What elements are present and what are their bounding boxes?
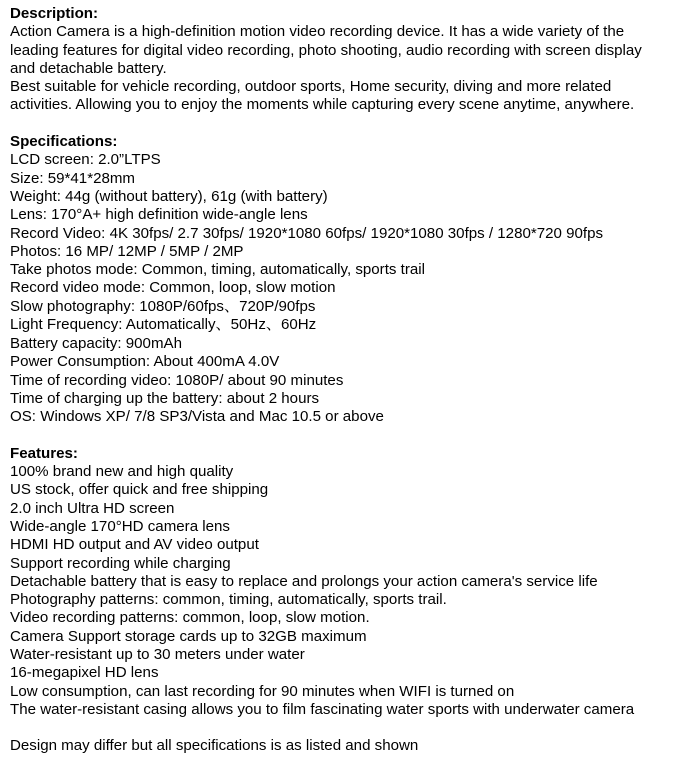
spec-line: Slow photography: 1080P/60fps、720P/90fps (10, 297, 316, 315)
feature-line: Support recording while charging (10, 554, 231, 572)
feature-line: The water-resistant casing allows you to film fascinating water sports with underwater camera (10, 700, 635, 718)
feature-line: 2.0 inch Ultra HD screen (10, 499, 175, 517)
feature-line: Video recording patterns: common, loop, slow motion. (10, 609, 370, 627)
description-line: leading features for digital video recording, photo shooting, audio recording with screen display (10, 41, 642, 59)
spec-line: Time of charging up the battery: about 2 hours (10, 389, 320, 407)
description-heading: Description: (10, 5, 99, 22)
spec-line: Take photos mode: Common, timing, automatically, sports trail (10, 261, 425, 279)
spec-line: Record Video: 4K 30fps/ 2.7 30fps/ 1920*1080 60fps/ 1920*1080 30fps / 1280*720 90fps (10, 224, 604, 242)
description-line: and detachable battery. (10, 59, 167, 77)
spec-line: Size: 59*41*28mm (10, 169, 136, 187)
feature-line: Water-resistant up to 30 meters under water (10, 645, 305, 663)
specifications-section (10, 133, 687, 426)
spec-line: Power Consumption: About 400mA 4.0V (10, 353, 280, 371)
spec-line: Light Frequency: Automatically、50Hz、60Hz (10, 316, 317, 334)
specifications-heading: Specifications: (10, 133, 118, 151)
feature-line: Camera Support storage cards up to 32GB maximum (10, 627, 367, 645)
description-line: Action Camera is a high-definition motion video recording device. It has a wide variety of the (10, 23, 625, 41)
spec-line: Record video mode: Common, loop, slow motion (10, 279, 336, 297)
section-spacer (10, 426, 687, 444)
spec-line: OS: Windows XP/ 7/8 SP3/Vista and Mac 10.5 or above (10, 408, 384, 426)
section-spacer (10, 115, 687, 133)
footer-note: Design may differ but all specifications is as listed and shown (10, 737, 419, 755)
spec-line: Weight: 44g (without battery), 61g (with battery) (10, 187, 328, 205)
feature-line: Detachable battery that is easy to replace and prolongs your action camera's service life (10, 572, 598, 590)
feature-line: US stock, offer quick and free shipping (10, 481, 269, 499)
description-section (10, 5, 687, 115)
features-heading: Features: (10, 444, 78, 462)
feature-line: Low consumption, can last recording for 90 minutes when WIFI is turned on (10, 682, 515, 700)
feature-line: Photography patterns: common, timing, automatically, sports trail. (10, 591, 447, 609)
feature-line: HDMI HD output and AV video output (10, 536, 259, 554)
section-spacer (10, 719, 687, 737)
description-line: activities. Allowing you to enjoy the moments while capturing every scene anytime, anywhere. (10, 96, 635, 114)
feature-line: 100% brand new and high quality (10, 463, 234, 481)
feature-line: Wide-angle 170°HD camera lens (10, 517, 230, 535)
spec-line: Time of recording video: 1080P/ about 90 minutes (10, 371, 344, 389)
description-line: Best suitable for vehicle recording, outdoor sports, Home security, diving and more related (10, 78, 612, 96)
spec-line: LCD screen: 2.0”LTPS (10, 151, 161, 169)
spec-line: Battery capacity: 900mAh (10, 334, 182, 352)
spec-line: Lens: 170°A+ high definition wide-angle lens (10, 206, 308, 224)
spec-line: Photos: 16 MP/ 12MP / 5MP / 2MP (10, 242, 244, 260)
features-section (10, 445, 687, 719)
feature-line: 16-megapixel HD lens (10, 664, 159, 682)
